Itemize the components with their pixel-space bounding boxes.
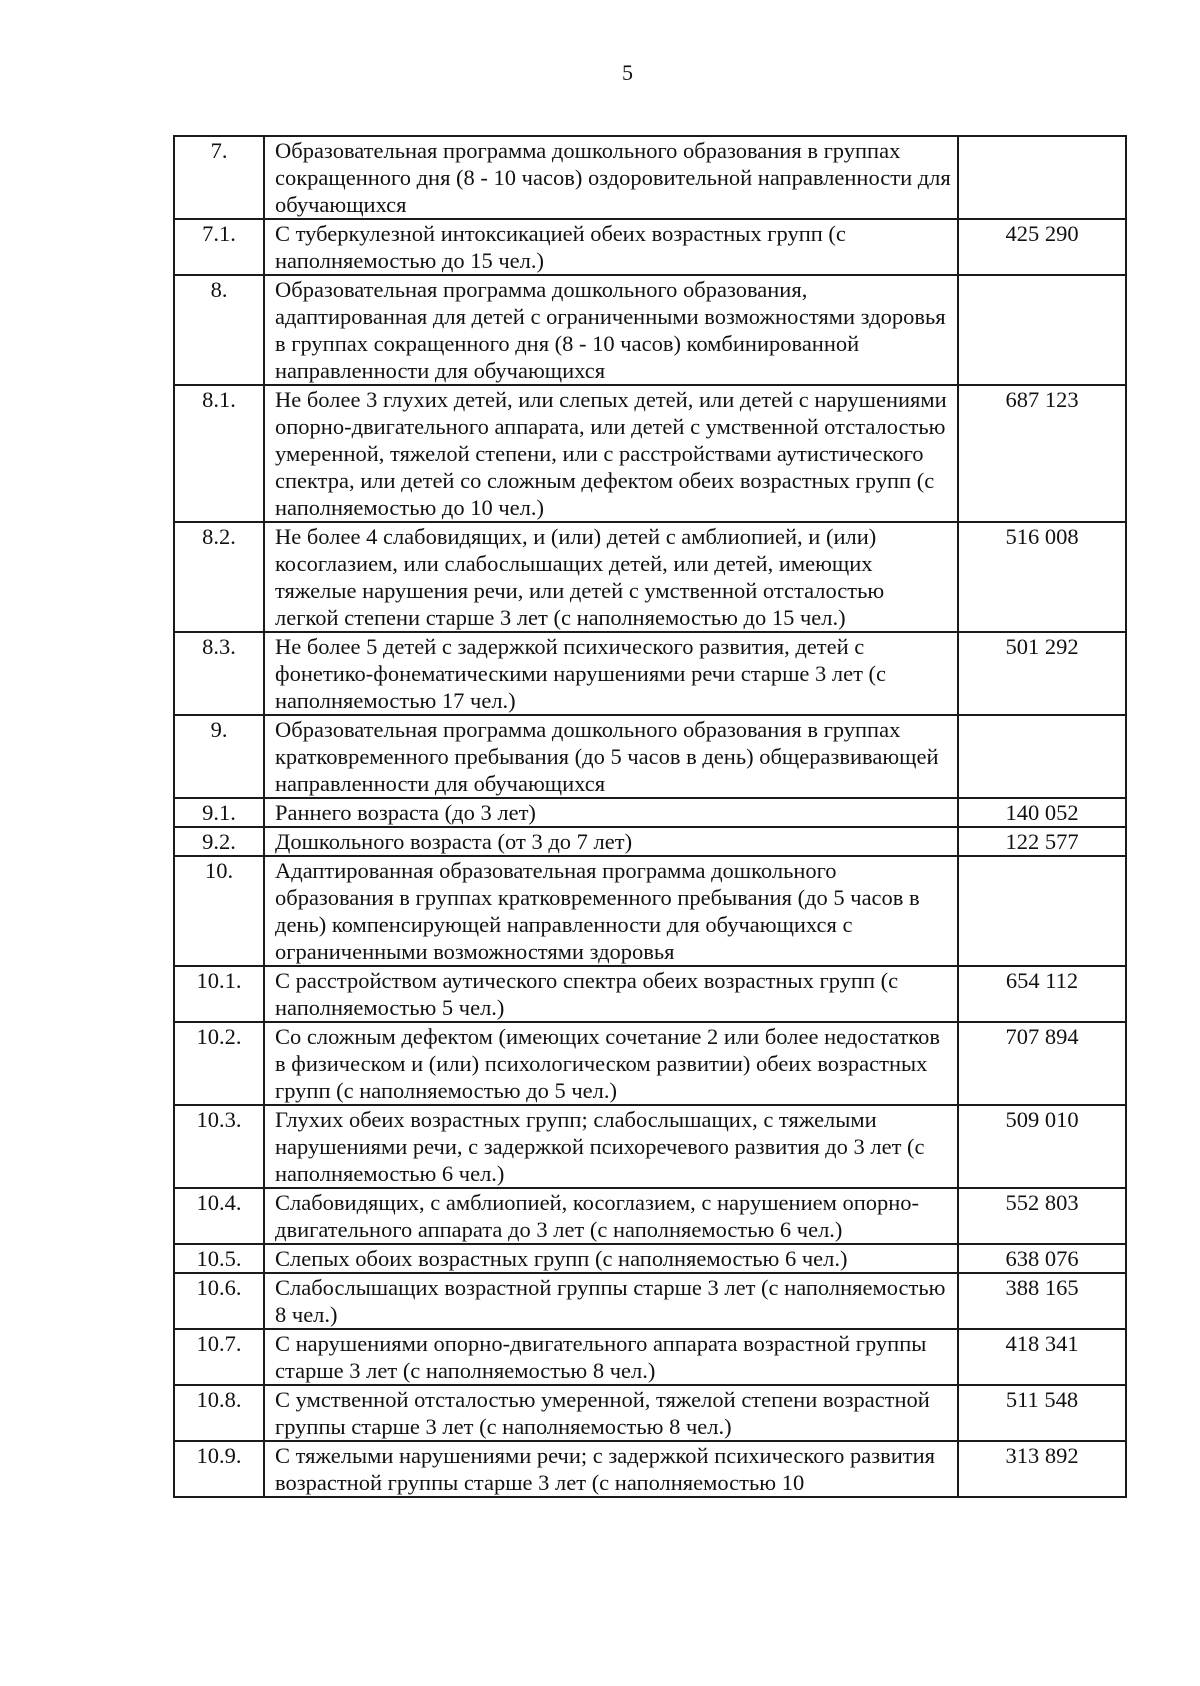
- row-number: 10.8.: [174, 1385, 264, 1441]
- row-value: [958, 275, 1126, 385]
- table-row: [174, 136, 1126, 219]
- row-number: 10.4.: [174, 1188, 264, 1244]
- table-row: [174, 715, 1126, 798]
- row-number: 10.6.: [174, 1273, 264, 1329]
- row-description: Со сложным дефектом (имеющих сочетание 2 или более недостатков в физическом и (или) психологическом развитии) обеих возрастных групп (с наполняемостью до 5 чел.): [264, 1022, 958, 1105]
- row-description: С нарушениями опорно-двигательного аппарата возрастной группы старше 3 лет (с наполняемостью 8 чел.): [264, 1329, 958, 1385]
- row-description: Дошкольного возраста (от 3 до 7 лет): [264, 827, 958, 856]
- row-description: Образовательная программа дошкольного образования в группах кратковременного пребывания (до 5 часов в день) общеразвивающей направленности для обучающихся: [264, 715, 958, 798]
- row-number: 9.2.: [174, 827, 264, 856]
- row-value: [958, 136, 1126, 219]
- table-row: [174, 1022, 1126, 1105]
- table-row: [174, 385, 1126, 522]
- row-description: Не более 5 детей с задержкой психического развития, детей с фонетико-фонематическими нарушениями речи старше 3 лет (с наполняемостью 17 чел.): [264, 632, 958, 715]
- row-number: 10.: [174, 856, 264, 966]
- row-number: 9.: [174, 715, 264, 798]
- row-number: 9.1.: [174, 798, 264, 827]
- row-number: 10.9.: [174, 1441, 264, 1497]
- row-value: [958, 856, 1126, 966]
- row-value: 511 548: [958, 1385, 1126, 1441]
- table-row: [174, 1441, 1126, 1497]
- row-number: 7.: [174, 136, 264, 219]
- table-row: [174, 1329, 1126, 1385]
- row-value: 509 010: [958, 1105, 1126, 1188]
- table-row: [174, 1244, 1126, 1273]
- row-description-text: С тяжелыми нарушениями речи; с задержкой психического развития возрастной группы старше 3 лет (с наполняемостью 10: [275, 1443, 936, 1495]
- page-number: 5: [622, 60, 633, 85]
- row-number: 10.7.: [174, 1329, 264, 1385]
- row-value: [958, 715, 1126, 798]
- row-description: Не более 4 слабовидящих, и (или) детей с амблиопией, и (или) косоглазием, или слабослышащих детей, или детей, имеющих тяжелые нарушения речи, или детей с умственной отсталостью легкой степени старше 3 лет (с наполняемостью до 15 чел.): [264, 522, 958, 632]
- row-description: Слабовидящих, с амблиопией, косоглазием, с нарушением опорно-двигательного аппарата до 3 лет (с наполняемостью 6 чел.): [264, 1188, 958, 1244]
- row-description: [264, 1441, 958, 1497]
- row-number: 8.3.: [174, 632, 264, 715]
- row-description: С расстройством аутического спектра обеих возрастных групп (с наполняемостью 5 чел.): [264, 966, 958, 1022]
- row-value: 140 052: [958, 798, 1126, 827]
- table-row: [174, 522, 1126, 632]
- row-value: 501 292: [958, 632, 1126, 715]
- row-value: 707 894: [958, 1022, 1126, 1105]
- row-value: 687 123: [958, 385, 1126, 522]
- row-description: Не более 3 глухих детей, или слепых детей, или детей с нарушениями опорно-двигательного аппарата, или детей с умственной отсталостью умеренной, тяжелой степени, или с расстройствами аутистического спектра, или детей со сложным дефектом обеих возрастных групп (с наполняемостью до 10 чел.): [264, 385, 958, 522]
- table-row: [174, 275, 1126, 385]
- table-row: [174, 966, 1126, 1022]
- table-row: [174, 827, 1126, 856]
- table-row: [174, 1105, 1126, 1188]
- row-description: С умственной отсталостью умеренной, тяжелой степени возрастной группы старше 3 лет (с наполняемостью 8 чел.): [264, 1385, 958, 1441]
- row-description: Образовательная программа дошкольного образования, адаптированная для детей с ограниченными возможностями здоровья в группах сокращенного дня (8 - 10 часов) комбинированной направленности для обучающихся: [264, 275, 958, 385]
- row-number: 10.2.: [174, 1022, 264, 1105]
- table-row: [174, 1188, 1126, 1244]
- row-description: Раннего возраста (до 3 лет): [264, 798, 958, 827]
- row-value: 418 341: [958, 1329, 1126, 1385]
- row-value: 654 112: [958, 966, 1126, 1022]
- table-row: [174, 1385, 1126, 1441]
- table-row: [174, 219, 1126, 275]
- row-description: Слепых обоих возрастных групп (с наполняемостью 6 чел.): [264, 1244, 958, 1273]
- row-value: 388 165: [958, 1273, 1126, 1329]
- row-description: Слабослышащих возрастной группы старше 3 лет (с наполняемостью 8 чел.): [264, 1273, 958, 1329]
- table-row: [174, 856, 1126, 966]
- row-description: Образовательная программа дошкольного образования в группах сокращенного дня (8 - 10 часов) оздоровительной направленности для обучающихся: [264, 136, 958, 219]
- row-description: Глухих обеих возрастных групп; слабослышащих, с тяжелыми нарушениями речи, с задержкой психоречевого развития до 3 лет (с наполняемостью 6 чел.): [264, 1105, 958, 1188]
- row-value: 552 803: [958, 1188, 1126, 1244]
- table-row: [174, 798, 1126, 827]
- row-value: 638 076: [958, 1244, 1126, 1273]
- row-number: 8.1.: [174, 385, 264, 522]
- tariff-table: [173, 135, 1127, 1498]
- row-description: Адаптированная образовательная программа дошкольного образования в группах кратковременного пребывания (до 5 часов в день) компенсирующей направленности для обучающихся с ограниченными возможностями здоровья: [264, 856, 958, 966]
- row-number: 7.1.: [174, 219, 264, 275]
- row-number: 10.5.: [174, 1244, 264, 1273]
- row-value: 122 577: [958, 827, 1126, 856]
- table-row: [174, 632, 1126, 715]
- table-row: [174, 1273, 1126, 1329]
- row-value: 425 290: [958, 219, 1126, 275]
- row-value: 313 892: [958, 1441, 1126, 1497]
- row-value: 516 008: [958, 522, 1126, 632]
- row-number: 8.: [174, 275, 264, 385]
- row-number: 10.1.: [174, 966, 264, 1022]
- row-description: С туберкулезной интоксикацией обеих возрастных групп (с наполняемостью до 15 чел.): [264, 219, 958, 275]
- row-number: 10.3.: [174, 1105, 264, 1188]
- row-number: 8.2.: [174, 522, 264, 632]
